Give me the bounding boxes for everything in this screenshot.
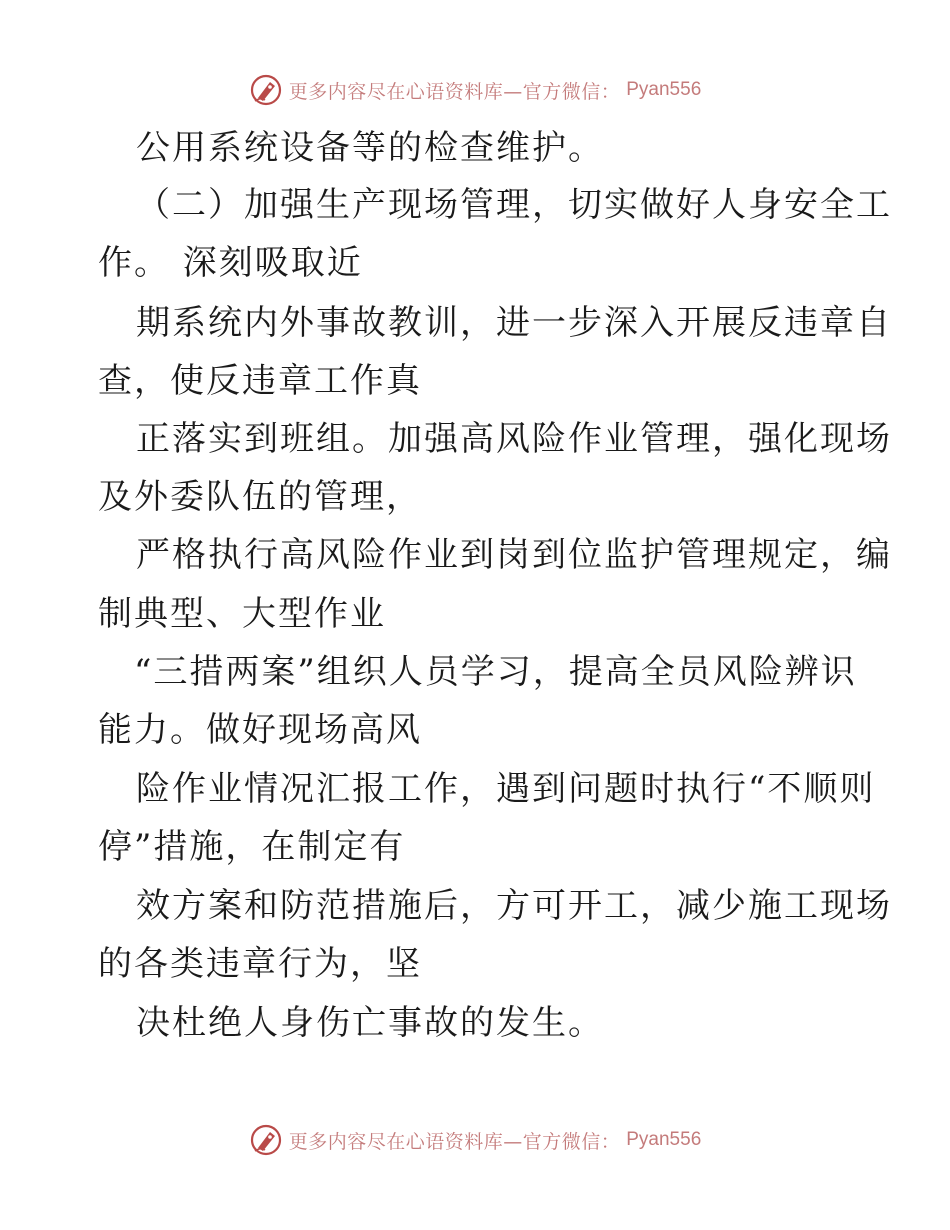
text-line: 严格执行高风险作业到岗到位监护管理规定，编 [136,535,892,575]
text-line: 能力。做好现场高风 [98,710,422,750]
text-line: 停”措施，在制定有 [98,827,406,867]
watermark-wechat-id: Pyan556 [626,1129,702,1150]
text-line: 及外委队伍的管理， [98,477,422,517]
header-watermark [0,70,950,110]
text-line: 的各类违章行为，坚 [98,944,422,984]
text-line: 制典型、大型作业 [98,594,386,634]
text-line: 作。 深刻吸取近 [98,243,363,283]
text-line: 期系统内外事故教训，进一步深入开展反违章自 [136,303,892,343]
watermark-text: 更多内容尽在心语资料库—官方微信： [288,1130,621,1153]
watermark-wechat-id: Pyan556 [626,79,702,100]
pen-nib-logo-icon [249,73,283,107]
text-line: 查，使反违章工作真 [98,361,422,401]
text-line: “三措两案”组织人员学习，提高全员风险辨识 [134,652,857,692]
pen-nib-logo-icon [249,1123,283,1157]
watermark-text: 更多内容尽在心语资料库—官方微信： [288,80,621,103]
text-line: 正落实到班组。加强高风险作业管理，强化现场 [136,419,892,459]
footer-watermark [0,1120,950,1160]
text-line: 险作业情况汇报工作，遇到问题时执行“不顺则 [136,769,876,809]
text-line: 决杜绝人身伤亡事故的发生。 [136,1003,604,1043]
text-line: 效方案和防范措施后，方可开工，减少施工现场 [136,886,892,926]
text-line: 公用系统设备等的检查维护。 [136,128,604,168]
text-line: （二）加强生产现场管理，切实做好人身安全工 [136,185,892,225]
